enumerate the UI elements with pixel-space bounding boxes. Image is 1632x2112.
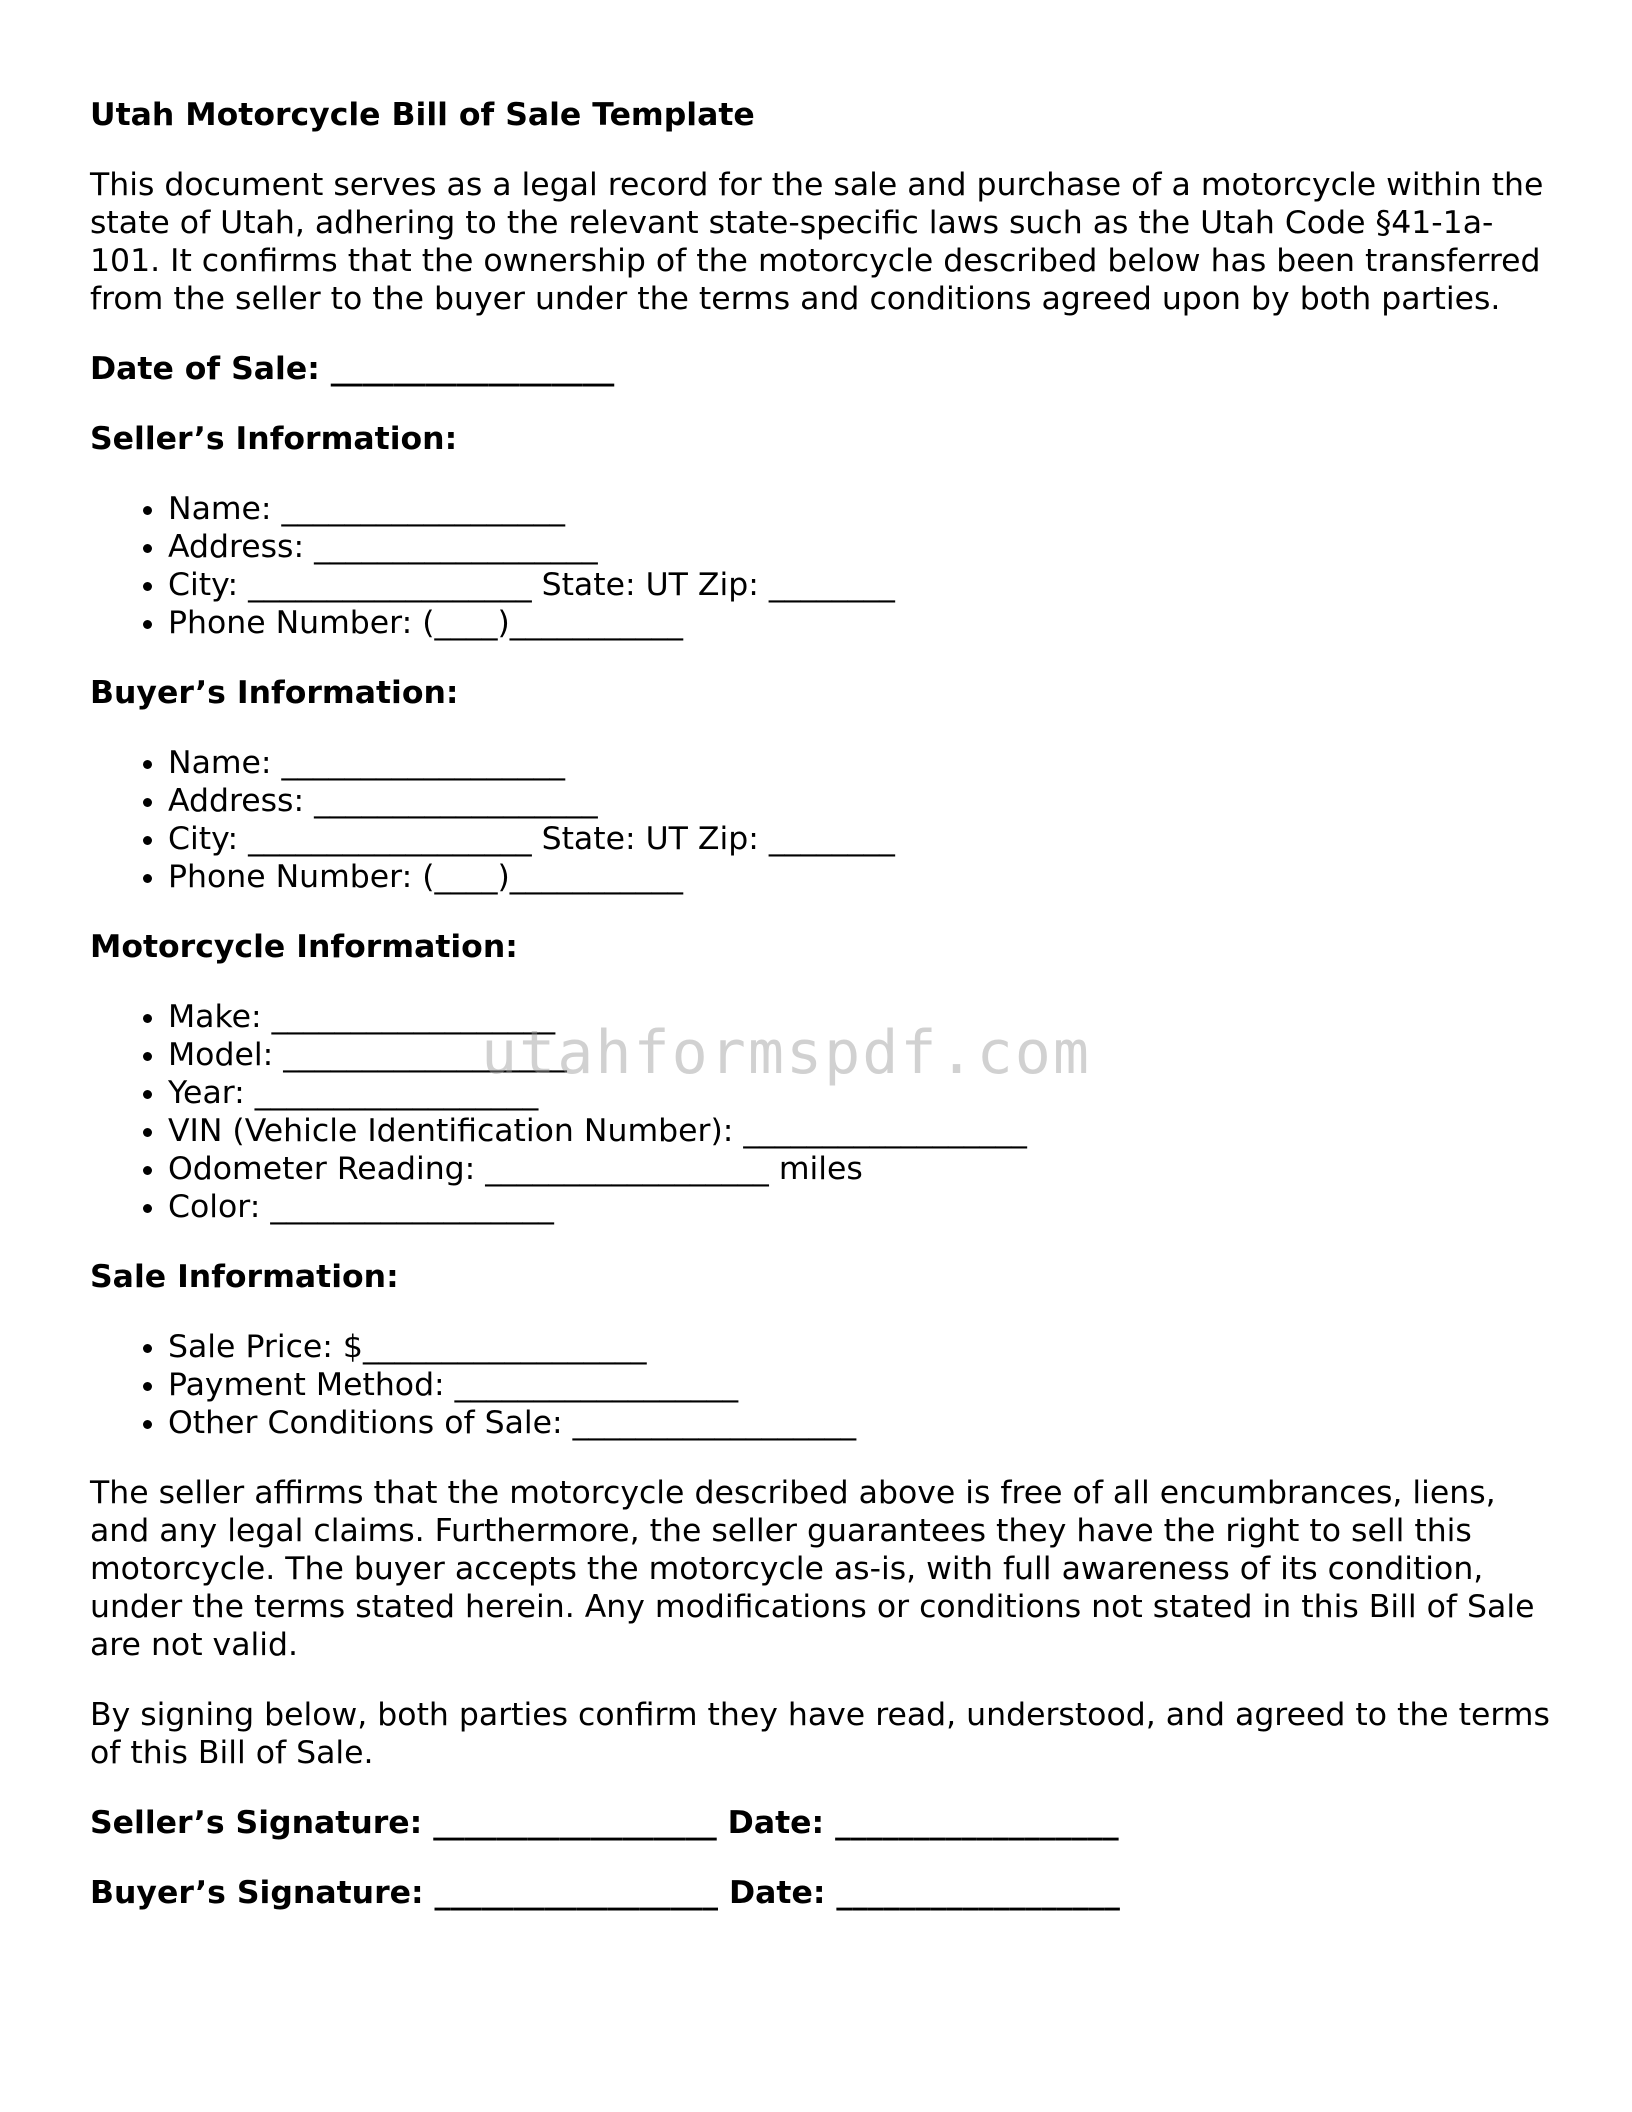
affirmation-paragraph: The seller affirms that the motorcycle described above is free of all encumbrances, liens, and any legal claims. Furthermore, the seller guarantees they have the right to sell this motorcycle. The buyer accepts the motorcycle as-is, with full awareness of its condition, under the terms stated herein. Any modifications or conditions not stated in this Bill of Sale are not valid. [90,1475,1535,1663]
model-field[interactable]: • Model: __________________ [168,1036,1550,1074]
buyer-phone-field[interactable]: • Phone Number: (____)___________ [168,858,1550,896]
motorcycle-heading: Motorcycle Information: [90,929,518,965]
seller-city-state-zip-field[interactable]: • City: __________________ State: UT Zip: ________ [168,566,1550,604]
date-of-sale-line: Date of Sale: __________________ [90,351,615,387]
color-field[interactable]: • Color: __________________ [168,1188,1550,1226]
sale-price-field[interactable]: • Sale Price: $__________________ [168,1328,1550,1366]
seller-heading: Seller’s Information: [90,421,458,457]
intro-paragraph: This document serves as a legal record for the sale and purchase of a motorcycle within the state of Utah, adhering to the relevant state-specific laws such as the Utah Code §41-1a-101. It confirms that the ownership of the motorcycle described below has been transferred from the seller to the buyer under the terms and conditions agreed upon by both parties. [90,167,1544,317]
document-title: Utah Motorcycle Bill of Sale Template [90,97,755,133]
other-conditions-field[interactable]: • Other Conditions of Sale: __________________ [168,1404,1550,1442]
watermark-text: utahformspdf.com [481,1018,1091,1088]
seller-list [90,490,1550,642]
buyer-city-state-zip-field[interactable]: • City: __________________ State: UT Zip: ________ [168,820,1550,858]
seller-phone-field[interactable]: • Phone Number: (____)___________ [168,604,1550,642]
buyer-address-field[interactable]: • Address: __________________ [168,782,1550,820]
odometer-field[interactable]: • Odometer Reading: __________________ miles [168,1150,1550,1188]
sale-heading: Sale Information: [90,1259,399,1295]
make-field[interactable]: • Make: __________________ [168,998,1550,1036]
signing-statement: By signing below, both parties confirm they have read, understood, and agreed to the terms of this Bill of Sale. [90,1697,1550,1771]
seller-address-field[interactable]: • Address: __________________ [168,528,1550,566]
payment-method-field[interactable]: • Payment Method: __________________ [168,1366,1550,1404]
sale-list [90,1328,1550,1442]
buyer-name-field[interactable]: • Name: __________________ [168,744,1550,782]
seller-signature-line[interactable]: Seller’s Signature: __________________ Date: __________________ [90,1805,1119,1841]
buyer-signature-line[interactable]: Buyer’s Signature: __________________ Date: __________________ [90,1875,1120,1911]
buyer-heading: Buyer’s Information: [90,675,459,711]
vin-field[interactable]: • VIN (Vehicle Identification Number): __________________ [168,1112,1550,1150]
year-field[interactable]: • Year: __________________ [168,1074,1550,1112]
buyer-list [90,744,1550,896]
seller-name-field[interactable]: • Name: __________________ [168,490,1550,528]
